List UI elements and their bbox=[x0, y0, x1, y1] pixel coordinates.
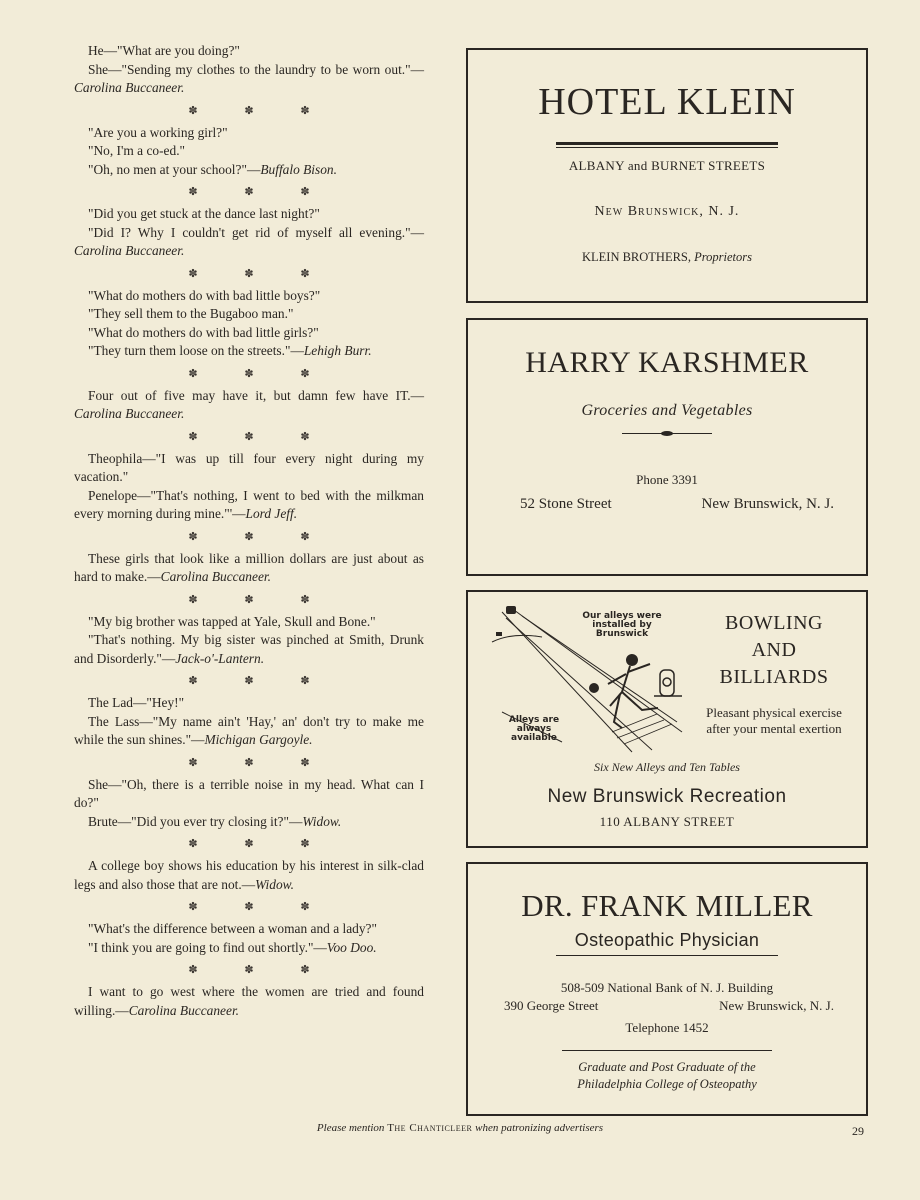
illustration-caption-bottom: Alleys are always available bbox=[508, 715, 560, 743]
illustration-caption-top: Our alleys were installed by Brunswick bbox=[582, 611, 662, 639]
separator-ornament: ✽ ✽ ✽ bbox=[188, 530, 332, 543]
joke-line: "I think you are going to find out shortly."—Voo Doo. bbox=[88, 939, 377, 955]
joke-10 bbox=[74, 776, 424, 832]
ad-title-line: AND bbox=[751, 639, 797, 661]
joke-line: "Are you a working girl?" bbox=[88, 124, 228, 140]
ad-street: 52 Stone Street bbox=[520, 496, 612, 512]
joke-source: Widow. bbox=[255, 876, 294, 892]
joke-line: Four out of five may have it, but damn few have IT.—Carolina Buccaneer. bbox=[74, 387, 424, 421]
joke-source: Michigan Gargoyle. bbox=[204, 732, 313, 747]
joke-line: "Did I? Why I couldn't get rid of myself all evening."—Carolina Buccaneer. bbox=[74, 224, 424, 258]
rule-divider bbox=[556, 955, 778, 956]
separator-ornament: ✽ ✽ ✽ bbox=[188, 675, 332, 687]
separator-ornament: ✽ ✽ ✽ bbox=[188, 430, 332, 443]
separator-ornament: ✽ ✽ ✽ bbox=[188, 267, 332, 280]
joke-source: Carolina Buccaneer. bbox=[128, 1002, 240, 1018]
joke-source: Lehigh Burr. bbox=[303, 343, 372, 358]
footer-post: when patronizing advertisers bbox=[475, 1122, 604, 1134]
separator-ornament: ✽ ✽ ✽ bbox=[188, 756, 332, 769]
joke-line: The Lass—"My name ain't 'Hay,' an' don't try to make me while the sun shines."—Michigan Gargoyle. bbox=[74, 713, 424, 747]
joke-13 bbox=[74, 983, 424, 1020]
joke-line: The Lad—"Hey!" bbox=[88, 695, 185, 710]
footer-publication: The Chanticleer bbox=[387, 1122, 473, 1134]
ad-building: 508-509 National Bank of N. J. Building bbox=[560, 980, 774, 995]
page-number: 29 bbox=[852, 1124, 864, 1138]
joke-6 bbox=[74, 450, 424, 524]
separator-ornament: ✽ ✽ ✽ bbox=[188, 901, 332, 913]
double-rule-divider bbox=[556, 142, 778, 148]
ad-hotel-klein bbox=[466, 48, 868, 303]
proprietors-name: KLEIN BROTHERS, bbox=[581, 250, 692, 264]
bowling-illustration bbox=[482, 602, 692, 762]
joke-line: "Did you get stuck at the dance last night?" bbox=[88, 206, 320, 221]
joke-source: Carolina Buccaneer. bbox=[74, 80, 185, 95]
separator-ornament: ✽ ✽ ✽ bbox=[188, 367, 332, 380]
ad-address bbox=[468, 998, 866, 1014]
joke-line: "They sell them to the Bugaboo man." bbox=[88, 306, 294, 321]
ad-telephone: Telephone 1452 bbox=[625, 1020, 709, 1035]
joke-line: She—"Oh, there is a terrible noise in my head. What can I do?" bbox=[74, 776, 424, 810]
joke-line: She—"Sending my clothes to the laundry to be worn out."—Carolina Buccaneer. bbox=[74, 61, 424, 95]
joke-line: He—"What are you doing?" bbox=[88, 43, 240, 58]
ad-address bbox=[468, 496, 866, 513]
ornament-divider-icon bbox=[622, 430, 712, 438]
ad-title: HARRY KARSHMER bbox=[525, 346, 809, 379]
joke-line: "No, I'm a co-ed." bbox=[88, 143, 186, 158]
ad-business-name: New Brunswick Recreation bbox=[547, 786, 787, 807]
joke-source: Carolina Buccaneer. bbox=[74, 243, 185, 258]
joke-source: Voo Doo. bbox=[326, 939, 377, 955]
joke-1 bbox=[74, 42, 424, 98]
separator-ornament: ✽ ✽ ✽ bbox=[188, 593, 332, 606]
bowling-title-block bbox=[694, 610, 854, 736]
joke-8 bbox=[74, 613, 424, 669]
ad-city: New Brunswick, N. J. bbox=[594, 204, 740, 219]
grad-line: Graduate and Post Graduate of the bbox=[578, 1060, 756, 1074]
joke-3 bbox=[74, 205, 424, 261]
ad-tables: Six New Alleys and Ten Tables bbox=[594, 760, 740, 774]
ad-title: DR. FRANK MILLER bbox=[521, 888, 813, 923]
joke-line: "My big brother was tapped at Yale, Skull and Bone." bbox=[88, 613, 376, 629]
joke-line: I want to go west where the women are tried and found willing.—Carolina Buccaneer. bbox=[74, 984, 424, 1018]
joke-line: A college boy shows his education by his interest in silk-clad legs and also those that are not.—Widow. bbox=[74, 858, 424, 892]
ad-city: New Brunswick, N. J. bbox=[719, 998, 834, 1013]
joke-line: "What do mothers do with bad little boys?" bbox=[88, 287, 321, 303]
joke-line: Penelope—"That's nothing, I went to bed with the milkman every morning during mine."'—Lord Jeff. bbox=[74, 487, 424, 521]
joke-line: "They turn them loose on the streets."—Lehigh Burr. bbox=[88, 343, 372, 358]
joke-7 bbox=[74, 550, 424, 587]
ad-proprietors bbox=[468, 250, 866, 265]
joke-source: Lord Jeff. bbox=[245, 506, 298, 521]
joke-line: "That's nothing. My big sister was pinched at Smith, Drunk and Disorderly."—Jack-o'-Lantern. bbox=[74, 632, 424, 666]
joke-line: "Oh, no men at your school?"—Buffalo Bison. bbox=[88, 161, 337, 177]
ad-street: 110 ALBANY STREET bbox=[599, 814, 735, 829]
ad-description: Pleasant physical exercise after your mental exertion bbox=[706, 705, 842, 736]
proprietors-role: Proprietors bbox=[694, 250, 753, 264]
joke-line: "What's the difference between a woman and a lady?" bbox=[88, 921, 377, 936]
separator-ornament: ✽ ✽ ✽ bbox=[188, 104, 332, 117]
joke-9 bbox=[74, 694, 424, 750]
ad-title-line: BOWLING bbox=[725, 612, 823, 634]
joke-11 bbox=[74, 857, 424, 894]
rule-divider bbox=[562, 1050, 772, 1051]
joke-5 bbox=[74, 387, 424, 424]
joke-source: Carolina Buccaneer. bbox=[160, 569, 271, 584]
ad-streets: ALBANY and BURNET STREETS bbox=[568, 158, 766, 173]
ad-bowling bbox=[466, 590, 868, 848]
ad-frank-miller bbox=[466, 862, 868, 1116]
ad-phone: Phone 3391 bbox=[636, 472, 698, 487]
separator-ornament: ✽ ✽ ✽ bbox=[188, 838, 332, 850]
jokes-column bbox=[74, 42, 424, 1020]
ad-subtitle: Osteopathic Physician bbox=[574, 930, 760, 950]
joke-12 bbox=[74, 920, 424, 957]
joke-line: "What do mothers do with bad little girls?" bbox=[88, 324, 319, 340]
joke-line: Brute—"Did you ever try closing it?"—Widow. bbox=[88, 813, 342, 829]
ad-title: HOTEL KLEIN bbox=[538, 81, 796, 123]
separator-ornament: ✽ ✽ ✽ bbox=[188, 186, 332, 198]
joke-source: Carolina Buccaneer. bbox=[74, 406, 185, 421]
ad-title-line: BILLIARDS bbox=[719, 666, 829, 688]
grad-line: Philadelphia College of Osteopathy bbox=[577, 1077, 757, 1091]
joke-source: Jack-o'-Lantern. bbox=[175, 650, 265, 666]
ad-city: New Brunswick, N. J. bbox=[701, 496, 834, 512]
ad-harry-karshmer bbox=[466, 318, 868, 576]
joke-source: Buffalo Bison. bbox=[260, 161, 337, 177]
separator-ornament: ✽ ✽ ✽ bbox=[188, 964, 332, 976]
joke-source: Widow. bbox=[302, 813, 342, 829]
footer-pre: Please mention bbox=[316, 1122, 385, 1134]
page-footer bbox=[0, 1122, 920, 1134]
ad-subtitle: Groceries and Vegetables bbox=[581, 402, 753, 419]
ad-graduate-info bbox=[468, 1059, 866, 1093]
joke-line: These girls that look like a million dollars are just about as hard to make.—Carolina Buccaneer. bbox=[74, 550, 424, 584]
joke-2 bbox=[74, 124, 424, 180]
joke-line: Theophila—"I was up till four every night during my vacation." bbox=[74, 450, 424, 484]
joke-4 bbox=[74, 287, 424, 361]
ad-street: 390 George Street bbox=[504, 998, 599, 1013]
